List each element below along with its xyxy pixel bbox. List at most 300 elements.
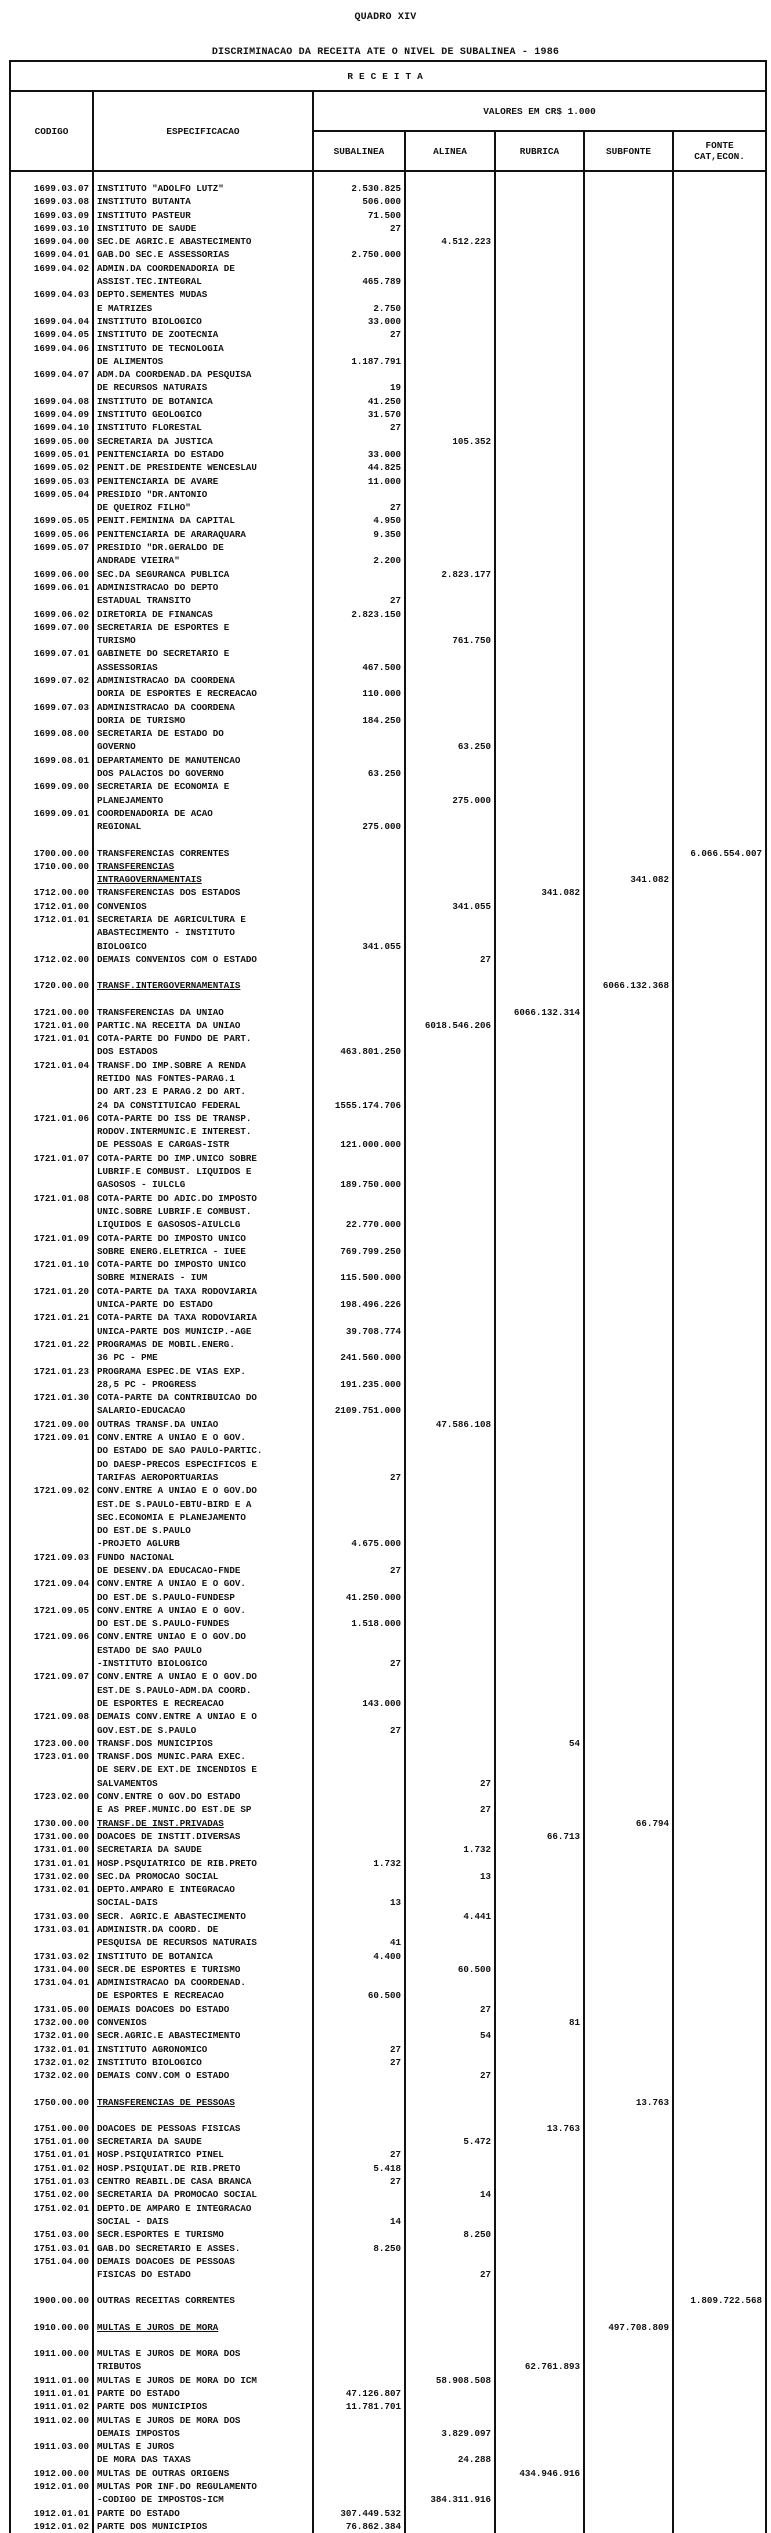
fonte-value: [673, 1670, 766, 1710]
table-row: [10, 1032, 766, 1059]
code-cell: 1699.04.08: [10, 395, 93, 408]
specification-cell: [93, 2162, 313, 2175]
specification-cell: [93, 1577, 313, 1604]
code-cell: 1699.04.01: [10, 248, 93, 261]
fonte-value: [673, 2043, 766, 2056]
subfonte-value: [584, 2069, 673, 2082]
specification-line: COTA-PARTE DO FUNDO DE PART.: [97, 1033, 252, 1045]
fonte-value: [673, 408, 766, 421]
table-row: [10, 1059, 766, 1112]
subfonte-value: [584, 900, 673, 913]
code-cell: 1712.01.01: [10, 913, 93, 953]
specification-line: INSTITUTO FLORESTAL: [97, 422, 202, 434]
subfonte-value: [584, 171, 673, 195]
code-cell: 1751.01.02: [10, 2162, 93, 2175]
table-row: [10, 2255, 766, 2282]
alinea-value: [405, 1152, 495, 1192]
table-row: [10, 1670, 766, 1710]
specification-line: SECRETARIA DA SAUDE: [97, 1844, 202, 1856]
fonte-value: [673, 913, 766, 953]
code-cell: 1699.04.05: [10, 328, 93, 341]
rubrica-value: [495, 1750, 584, 1790]
rubrica-value: [495, 953, 584, 966]
subfonte-value: [584, 2056, 673, 2069]
specification-line: MULTAS E JUROS DE MORA DOS: [97, 2414, 241, 2426]
subfonte-value: [584, 2281, 673, 2307]
specification-line: PARTE DOS MUNICIPIOS: [97, 2520, 208, 2532]
specification-cell: [93, 1232, 313, 1259]
code-cell: 1721.01.00: [10, 1019, 93, 1032]
code-cell: 1699.08.00: [10, 727, 93, 754]
rubrica-value: [495, 1950, 584, 1963]
code-cell: 1731.02.00: [10, 1870, 93, 1883]
specification-line: INSTITUTO AGRONOMICO: [97, 2043, 208, 2055]
fonte-value: [673, 2440, 766, 2467]
table-row: [10, 2242, 766, 2255]
specification-cell: [93, 2414, 313, 2441]
specification-line: SALARIO-EDUCACAO: [97, 1405, 186, 1417]
subalinea-value: 465.789: [313, 262, 405, 289]
subfonte-value: [584, 1484, 673, 1550]
specification-cell: [93, 328, 313, 341]
subfonte-value: [584, 1311, 673, 1338]
specification-cell: [93, 2056, 313, 2069]
subfonte-value: [584, 1870, 673, 1883]
subalinea-value: 13: [313, 1883, 405, 1910]
subfonte-value: [584, 368, 673, 395]
fonte-value: [673, 1790, 766, 1817]
alinea-value: [405, 1950, 495, 1963]
specification-line: DO EST.DE S.PAULO-FUNDESP: [97, 1591, 235, 1603]
code-cell: 1699.05.04: [10, 488, 93, 515]
fonte-value: [673, 993, 766, 1019]
code-cell: 1911.01.00: [10, 2374, 93, 2387]
rubrica-value: [495, 315, 584, 328]
subalinea-value: 27: [313, 2175, 405, 2188]
specification-line: INSTITUTO DE ZOOTECNIA: [97, 329, 219, 341]
specification-cell: [93, 1883, 313, 1910]
rubrica-value: [495, 2281, 584, 2307]
fonte-value: [673, 2242, 766, 2255]
specification-line: ADMIN.DA COORDENADORIA DE: [97, 262, 235, 274]
fonte-value: [673, 754, 766, 781]
specification-cell: [93, 1285, 313, 1312]
fonte-value: [673, 1857, 766, 1870]
subfonte-value: [584, 2387, 673, 2400]
subfonte-value: [584, 1258, 673, 1285]
codigo-header: CODIGO: [10, 91, 93, 171]
subfonte-value: [584, 2374, 673, 2387]
rubrica-value: [495, 395, 584, 408]
specification-cell: [93, 488, 313, 515]
specification-line: COTA-PARTE DA TAXA RODOVIARIA: [97, 1312, 257, 1324]
rubrica-value: 54: [495, 1737, 584, 1750]
specification-line: TRANSFERENCIAS DE PESSOAS: [97, 2096, 235, 2108]
subfonte-value: [584, 1551, 673, 1578]
table-row: [10, 2480, 766, 2507]
code-cell: 1731.01.01: [10, 1857, 93, 1870]
code-cell: 1699.09.01: [10, 807, 93, 834]
code-cell: 1911.02.00: [10, 2414, 93, 2441]
table-row: [10, 1857, 766, 1870]
subfonte-value: [584, 448, 673, 461]
table-row: [10, 2400, 766, 2413]
specification-cell: [93, 701, 313, 728]
subfonte-value: [584, 1950, 673, 1963]
code-cell: 1699.05.02: [10, 461, 93, 474]
subfonte-value: [584, 1338, 673, 1365]
specification-cell: [93, 780, 313, 807]
code-cell: 1732.01.01: [10, 2043, 93, 2056]
fonte-value: [673, 1737, 766, 1750]
fonte-value: [673, 1019, 766, 1032]
table-row: [10, 834, 766, 860]
specification-line: CONV.ENTRE A UNIAO E O GOV.DO: [97, 1671, 257, 1683]
specification-cell: [93, 1670, 313, 1710]
specification-line: ASSESSORIAS: [97, 661, 158, 673]
subfonte-value: [584, 1963, 673, 1976]
specification-cell: [93, 1418, 313, 1431]
table-row: [10, 2374, 766, 2387]
specification-cell: [93, 2242, 313, 2255]
rubrica-value: [495, 1670, 584, 1710]
alinea-value: [405, 395, 495, 408]
alinea-value: 60.500: [405, 1963, 495, 1976]
subalinea-value: 11.000: [313, 475, 405, 488]
subfonte-value: [584, 727, 673, 754]
subalinea-value: [313, 2029, 405, 2042]
specification-line: INSTITUTO BIOLOGICO: [97, 315, 202, 327]
code-cell: 1699.05.07: [10, 541, 93, 568]
specification-line: INSTITUTO GEOLOGICO: [97, 409, 202, 421]
subfonte-value: [584, 2162, 673, 2175]
fonte-value: [673, 1950, 766, 1963]
fonte-value: [673, 235, 766, 248]
subalinea-value: 1.732: [313, 1857, 405, 1870]
subalinea-value: [313, 2308, 405, 2334]
rubrica-value: [495, 701, 584, 728]
code-cell: 1731.00.00: [10, 1830, 93, 1843]
specification-line: PROGRAMA ESPEC.DE VIAS EXP.: [97, 1365, 246, 1377]
fonte-value: [673, 2083, 766, 2109]
specification-cell: [93, 900, 313, 913]
fonte-value: [673, 727, 766, 754]
code-cell: 1699.04.04: [10, 315, 93, 328]
specification-line: HOSP.PSIQUIAT.DE RIB.PRETO: [97, 2162, 241, 2174]
alinea-header: ALINEA: [405, 131, 495, 171]
alinea-value: [405, 448, 495, 461]
table-row: [10, 807, 766, 834]
subalinea-value: 2109.751.000: [313, 1391, 405, 1418]
rubrica-value: [495, 966, 584, 992]
subfonte-value: [584, 1112, 673, 1152]
specification-line: SECR.DE ESPORTES E TURISMO: [97, 1963, 241, 1975]
table-row: [10, 448, 766, 461]
specification-cell: [93, 1192, 313, 1232]
specification-cell: [93, 514, 313, 527]
specification-cell: [93, 435, 313, 448]
table-row: [10, 1577, 766, 1604]
specification-line: RODOV.INTERMUNIC.E INTEREST.: [97, 1126, 252, 1138]
subalinea-value: [313, 2480, 405, 2507]
rubrica-value: [495, 860, 584, 887]
alinea-value: [405, 2387, 495, 2400]
alinea-value: 8.250: [405, 2228, 495, 2241]
subfonte-value: [584, 913, 673, 953]
table-row: [10, 754, 766, 781]
code-cell: 1910.00.00: [10, 2308, 93, 2334]
fonte-value: [673, 2480, 766, 2507]
table-row: [10, 395, 766, 408]
specification-line: DE PESSOAS E CARGAS-ISTR: [97, 1139, 230, 1151]
subfonte-value: [584, 2440, 673, 2467]
rubrica-value: [495, 421, 584, 434]
subalinea-value: 41.250.000: [313, 1577, 405, 1604]
specification-line: SECRETARIA DE ESTADO DO: [97, 728, 224, 740]
alinea-value: [405, 315, 495, 328]
table-row: [10, 541, 766, 568]
subfonte-value: [584, 488, 673, 515]
table-row: [10, 488, 766, 515]
specification-line: DOACOES DE INSTIT.DIVERSAS: [97, 1830, 241, 1842]
rubrica-value: [495, 2400, 584, 2413]
subalinea-value: 27: [313, 581, 405, 608]
rubrica-value: [495, 1817, 584, 1830]
specification-line: E MATRIZES: [97, 302, 153, 314]
alinea-value: 27: [405, 1750, 495, 1790]
subalinea-value: [313, 621, 405, 648]
alinea-value: [405, 1604, 495, 1631]
subfonte-value: [584, 807, 673, 834]
fonte-value: [673, 2069, 766, 2082]
subfonte-value: [584, 395, 673, 408]
rubrica-value: [495, 2056, 584, 2069]
subfonte-value: [584, 2202, 673, 2229]
specification-line: DO DAESP-PRECOS ESPECIFICOS E: [97, 1458, 257, 1470]
code-cell: 1721.01.06: [10, 1112, 93, 1152]
code-cell: 1731.01.00: [10, 1843, 93, 1856]
table-row: [10, 1311, 766, 1338]
rubrica-value: [495, 754, 584, 781]
specification-cell: [93, 2467, 313, 2480]
subalinea-value: 769.799.250: [313, 1232, 405, 1259]
specification-line: REGIONAL: [97, 821, 142, 833]
subalinea-value: 33.000: [313, 315, 405, 328]
fonte-value: [673, 209, 766, 222]
specification-line: DIRETORIA DE FINANCAS: [97, 608, 213, 620]
rubrica-value: [495, 209, 584, 222]
subfonte-value: 497.708.809: [584, 2308, 673, 2334]
alinea-value: [405, 1830, 495, 1843]
fonte-value: [673, 435, 766, 448]
table-row: [10, 886, 766, 899]
fonte-value: [673, 315, 766, 328]
alinea-value: 5.472: [405, 2135, 495, 2148]
subfonte-value: [584, 1059, 673, 1112]
fonte-value: [673, 448, 766, 461]
code-cell: 1712.01.00: [10, 900, 93, 913]
specification-cell: [93, 1365, 313, 1392]
alinea-value: [405, 913, 495, 953]
subalinea-value: [313, 966, 405, 992]
table-row: [10, 2334, 766, 2374]
alinea-value: 14: [405, 2188, 495, 2201]
fonte-value: [673, 2175, 766, 2188]
specification-line: CONV.ENTRE UNIAO E O GOV.DO: [97, 1631, 246, 1643]
fonte-value: [673, 1484, 766, 1550]
fonte-value: [673, 2334, 766, 2374]
alinea-value: [405, 966, 495, 992]
specification-cell: [93, 1019, 313, 1032]
rubrica-value: [495, 368, 584, 395]
alinea-value: [405, 1976, 495, 2003]
specification-line: SEC.DA SEGURANCA PUBLICA: [97, 568, 230, 580]
table-row: [10, 514, 766, 527]
fonte-value: [673, 171, 766, 195]
alinea-value: [405, 647, 495, 674]
specification-line: SECRETARIA DE AGRICULTURA E: [97, 914, 246, 926]
specification-cell: [93, 2029, 313, 2042]
specification-line: DE MORA DAS TAXAS: [97, 2454, 191, 2466]
fonte-value: [673, 1391, 766, 1418]
subalinea-value: 27: [313, 2148, 405, 2161]
fonte-value: [673, 1152, 766, 1192]
specification-line: -INSTITUTO BIOLOGICO: [97, 1658, 208, 1670]
subfonte-value: [584, 1857, 673, 1870]
specification-cell: [93, 235, 313, 248]
specification-cell: [93, 448, 313, 461]
subalinea-value: [313, 780, 405, 807]
subalinea-value: 19: [313, 368, 405, 395]
alinea-value: [405, 608, 495, 621]
specification-line: MULTAS E JUROS DE MORA DO ICM: [97, 2374, 257, 2386]
specification-line: ESTADO DE SAO PAULO: [97, 1644, 202, 1656]
specification-line: FUNDO NACIONAL: [97, 1551, 175, 1563]
table-row: [10, 2414, 766, 2441]
fonte-value: 1.809.722.568: [673, 2281, 766, 2307]
code-cell: 1750.00.00: [10, 2083, 93, 2109]
specification-cell: [93, 1338, 313, 1365]
specification-line: MULTAS E JUROS DE MORA: [97, 2321, 219, 2333]
subalinea-value: 60.500: [313, 1976, 405, 2003]
specification-cell: [93, 674, 313, 701]
specification-line: MULTAS DE OUTRAS ORIGENS: [97, 2467, 230, 2479]
alinea-value: [405, 993, 495, 1019]
subfonte-value: [584, 2400, 673, 2413]
fonte-value: [673, 2308, 766, 2334]
code-cell: 1721.09.06: [10, 1630, 93, 1670]
specification-line: DEMAIS CONV.COM O ESTADO: [97, 2070, 230, 2082]
code-cell: 1732.00.00: [10, 2016, 93, 2029]
code-cell: 1710.00.00: [10, 860, 93, 887]
table-row: [10, 1950, 766, 1963]
fonte-value: [673, 807, 766, 834]
subfonte-value: [584, 2467, 673, 2480]
rubrica-value: [495, 1910, 584, 1923]
code-cell: 1721.09.01: [10, 1431, 93, 1484]
table-row: [10, 2467, 766, 2480]
subfonte-value: [584, 2135, 673, 2148]
specification-cell: [93, 2255, 313, 2282]
specification-cell: [93, 2334, 313, 2374]
specification-cell: [93, 1910, 313, 1923]
table-row: [10, 262, 766, 289]
code-cell: 1699.09.00: [10, 780, 93, 807]
fonte-header-line1: FONTE: [705, 140, 734, 151]
specification-cell: [93, 913, 313, 953]
specification-cell: [93, 2281, 313, 2307]
specification-line: DE DESENV.DA EDUCACAO-FNDE: [97, 1564, 241, 1576]
subfonte-value: [584, 1630, 673, 1670]
specification-line: GAB.DO SECRETARIO E ASSES.: [97, 2242, 241, 2254]
rubrica-value: [495, 621, 584, 648]
rubrica-value: [495, 1577, 584, 1604]
alinea-value: 27: [405, 953, 495, 966]
subalinea-value: 4.400: [313, 1950, 405, 1963]
code-cell: 1751.01.00: [10, 2135, 93, 2148]
rubrica-value: [495, 2043, 584, 2056]
alinea-value: [405, 1737, 495, 1750]
code-cell: 1699.07.02: [10, 674, 93, 701]
fonte-value: [673, 953, 766, 966]
subfonte-value: [584, 780, 673, 807]
fonte-value: [673, 2148, 766, 2161]
subalinea-value: 14: [313, 2202, 405, 2229]
fonte-value: [673, 780, 766, 807]
specification-line: DEMAIS CONVENIOS COM O ESTADO: [97, 953, 257, 965]
rubrica-value: [495, 1418, 584, 1431]
specification-line: INSTITUTO PASTEUR: [97, 209, 191, 221]
revenue-table: [9, 60, 767, 2533]
subfonte-value: [584, 2414, 673, 2441]
alinea-value: [405, 2016, 495, 2029]
code-cell: 1712.02.00: [10, 953, 93, 966]
rubrica-value: [495, 222, 584, 235]
specification-line: ADM.DA COORDENAD.DA PESQUISA: [97, 369, 252, 381]
code-cell: 1699.03.08: [10, 195, 93, 208]
subfonte-value: [584, 1923, 673, 1950]
table-row: [10, 2069, 766, 2082]
subfonte-value: [584, 475, 673, 488]
specification-cell: [93, 754, 313, 781]
subfonte-value: [584, 328, 673, 341]
specification-line: TURISMO: [97, 635, 136, 647]
specification-line: TRANSFERENCIAS DOS ESTADOS: [97, 887, 241, 899]
code-cell: 1721.01.09: [10, 1232, 93, 1259]
specification-line: ADMINISTRACAO DA COORDENA: [97, 674, 235, 686]
fonte-value: [673, 621, 766, 648]
specification-cell: [93, 171, 313, 195]
subfonte-value: [584, 2016, 673, 2029]
alinea-value: 4.512.223: [405, 235, 495, 248]
alinea-value: [405, 514, 495, 527]
subfonte-value: [584, 1431, 673, 1484]
specification-line: SEC.ECONOMIA E PLANEJAMENTO: [97, 1511, 246, 1523]
code-cell: 1721.01.20: [10, 1285, 93, 1312]
subfonte-value: [584, 288, 673, 315]
alinea-value: 54: [405, 2029, 495, 2042]
code-cell: 1699.03.07: [10, 171, 93, 195]
specification-cell: [93, 2148, 313, 2161]
specification-line: COTA-PARTE DO IMPOSTO UNICO: [97, 1259, 246, 1271]
table-row: [10, 2135, 766, 2148]
specification-cell: [93, 368, 313, 395]
rubrica-value: [495, 475, 584, 488]
subalinea-value: [313, 1910, 405, 1923]
alinea-value: [405, 2202, 495, 2229]
subfonte-value: 6066.132.368: [584, 966, 673, 992]
rubrica-value: [495, 581, 584, 608]
